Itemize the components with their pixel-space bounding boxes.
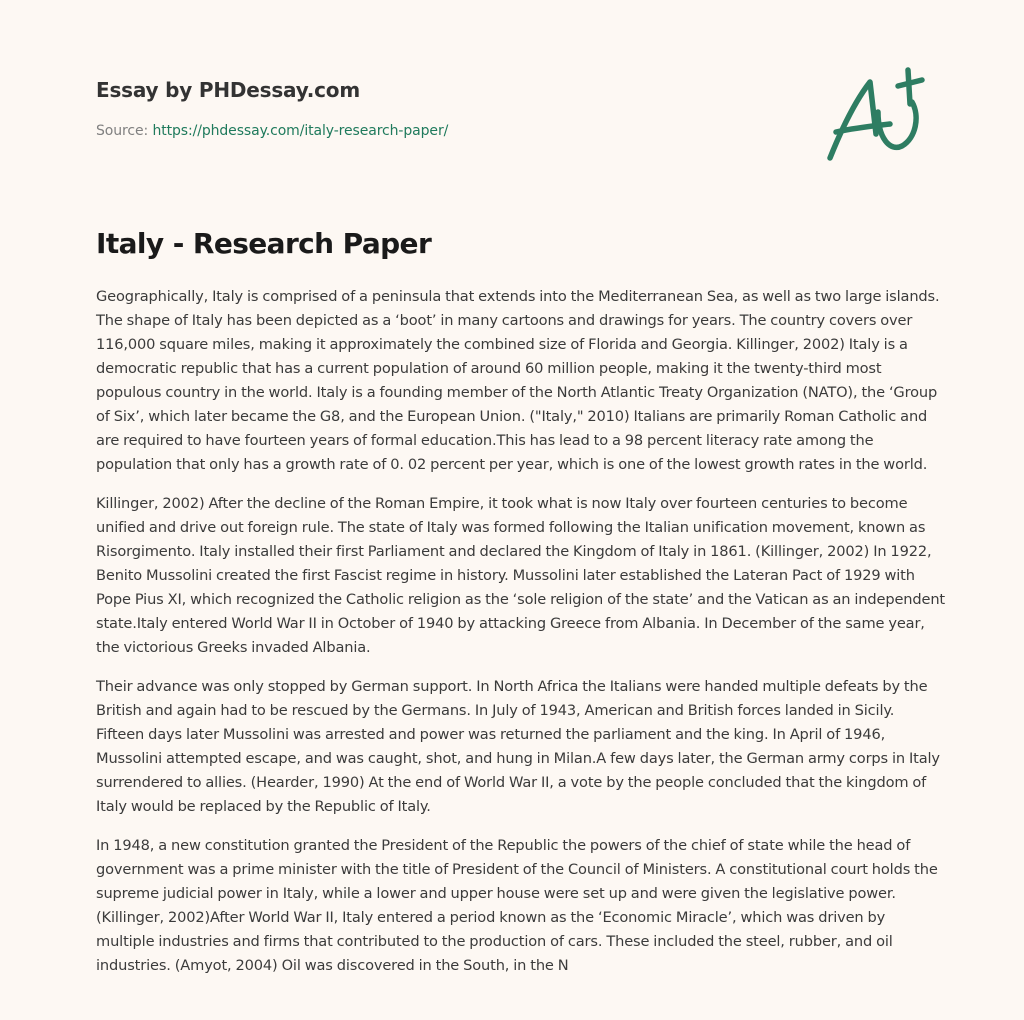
source-link[interactable]: https://phdessay.com/italy-research-paper/ <box>152 123 449 139</box>
essay-body <box>96 285 946 993</box>
site-title: Essay by PHDessay.com <box>96 78 360 102</box>
essay-header <box>96 76 796 141</box>
paragraph: In 1948, a new constitution granted the President of the Republic the powers of the chief of state while the head of government was a prime minister with the title of President of the Council of Ministers. A constitutional court holds the supreme judicial power in Italy, while a lower and upper house were set up and were given the legislative power. (Killinger, 2002)After World War II, Italy entered a period known as the ‘Economic Miracle’, which was driven by multiple industries and firms that contributed to the production of cars. These included the steel, rubber, and oil industries. (Amyot, 2004) Oil was discovered in the South, in the N <box>96 837 938 974</box>
document-title: Italy - Research Paper <box>96 227 432 260</box>
a-plus-grade-icon <box>820 38 930 168</box>
source-line <box>96 121 796 141</box>
paragraph: Killinger, 2002) After the decline of the Roman Empire, it took what is now Italy over fourteen centuries to become unified and drive out foreign rule. The state of Italy was formed following the Italian unification movement, known as Risorgimento. Italy installed their first Parliament and declared the Kingdom of Italy in 1861. (Killinger, 2002) In 1922, Benito Mussolini created the first Fascist regime in history. Mussolini later established the Lateran Pact of 1929 with Pope Pius XI, which recognized the Catholic religion as the ‘sole religion of the state’ and the Vatican as an independent state.Italy entered World War II in October of 1940 by attacking Greece from Albania. In December of the same year, the victorious Greeks invaded Albania. <box>96 495 945 656</box>
paragraph: Geographically, Italy is comprised of a peninsula that extends into the Mediterranean Sea, as well as two large islands. The shape of Italy has been depicted as a ‘boot’ in many cartoons and drawings for years. The country covers over 116,000 square miles, making it approximately the combined size of Florida and Georgia. Killinger, 2002) Italy is a democratic republic that has a current population of around 60 million people, making it the twenty-third most populous country in the world. Italy is a founding member of the North Atlantic Treaty Organization (NATO), the ‘Group of Six’, which later became the G8, and the European Union. ("Italy," 2010) Italians are primarily Roman Catholic and are required to have fourteen years of formal education.This has lead to a 98 percent literacy rate among the population that only has a growth rate of 0. 02 percent per year, which is one of the lowest growth rates in the world. <box>96 288 940 473</box>
paragraph: Their advance was only stopped by German support. In North Africa the Italians were handed multiple defeats by the British and again had to be rescued by the Germans. In July of 1943, American and British forces landed in Sicily. Fifteen days later Mussolini was arrested and power was returned the parliament and the king. In April of 1946, Mussolini attempted escape, and was caught, shot, and hung in Milan.A few days later, the German army corps in Italy surrendered to allies. (Hearder, 1990) At the end of World War II, a vote by the people concluded that the kingdom of Italy would be replaced by the Republic of Italy. <box>96 678 940 815</box>
source-label: Source: <box>96 123 153 139</box>
